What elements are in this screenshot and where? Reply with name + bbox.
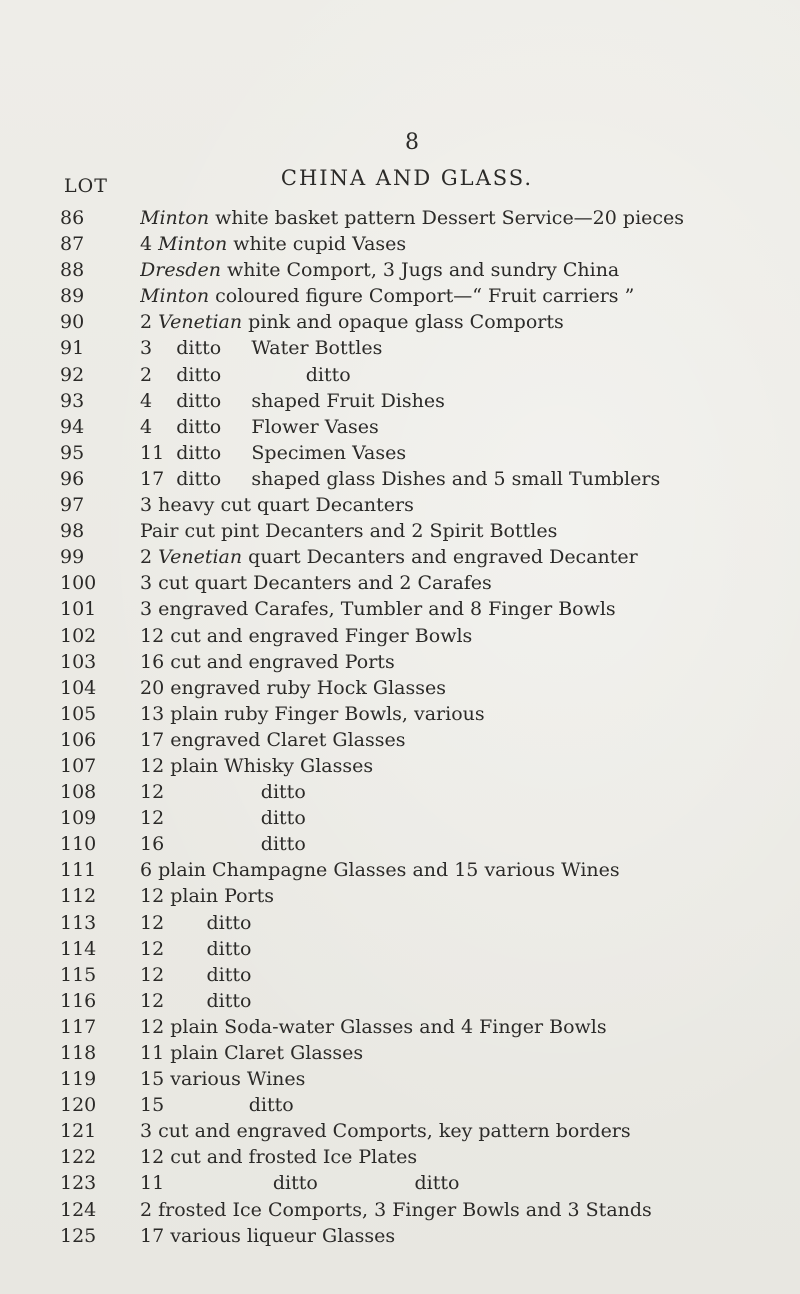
- lot-number: 115: [60, 963, 97, 986]
- lot-description: [140, 309, 760, 335]
- lot-row: [60, 1223, 760, 1249]
- lot-description: [140, 1118, 760, 1144]
- lot-description: [140, 649, 760, 675]
- lot-row: [60, 1118, 760, 1144]
- lot-description: [140, 988, 760, 1014]
- description-text: 6 plain Champagne Glasses and 15 various Wines: [140, 859, 620, 882]
- lot-row: [60, 1066, 760, 1092]
- description-text: 3 heavy cut quart Decanters: [140, 494, 414, 517]
- page-number: 8: [405, 130, 419, 155]
- description-text: 12 ditto: [140, 911, 252, 934]
- lot-description: [140, 1040, 760, 1066]
- lot-number: 90: [60, 311, 85, 334]
- maker-name: Venetian: [158, 546, 243, 569]
- lot-number: 101: [60, 598, 97, 621]
- lot-number: 103: [60, 650, 97, 673]
- lot-description: [140, 701, 760, 727]
- lot-number: 92: [60, 363, 85, 386]
- lot-description: [140, 910, 760, 936]
- description-text: 17 engraved Claret Glasses: [140, 728, 406, 751]
- description-text: Pair cut pint Decanters and 2 Spirit Bottles: [140, 520, 558, 543]
- lot-description: [140, 205, 760, 231]
- lot-row: [60, 910, 760, 936]
- lot-description: [140, 466, 760, 492]
- description-text: 4: [140, 233, 159, 256]
- description-text: white Comport, 3 Jugs and sundry China: [220, 259, 620, 282]
- lot-number: 98: [60, 520, 85, 543]
- lot-column-header: LOT: [64, 175, 108, 197]
- lot-number: 123: [60, 1172, 97, 1195]
- lot-row: [60, 440, 760, 466]
- maker-name: Minton: [140, 285, 210, 308]
- lot-number: 111: [60, 859, 97, 882]
- lot-description: [140, 962, 760, 988]
- description-text: coloured figure Comport—“ Fruit carriers ”: [209, 285, 635, 308]
- description-text: 20 engraved ruby Hock Glasses: [140, 676, 446, 699]
- lot-description: [140, 1092, 760, 1118]
- lot-number: 113: [60, 911, 97, 934]
- description-text: 11 plain Claret Glasses: [140, 1042, 364, 1064]
- lot-number: 109: [60, 807, 97, 830]
- lot-number: 100: [60, 572, 97, 595]
- lot-number: 108: [60, 781, 97, 804]
- lot-number: 116: [60, 989, 97, 1012]
- lot-row: [60, 727, 760, 753]
- lot-description: [140, 779, 760, 805]
- description-text: white basket pattern Dessert Service—20 pieces: [209, 207, 685, 229]
- maker-name: Minton: [158, 233, 228, 256]
- lot-row: [60, 857, 760, 883]
- lot-row: [60, 649, 760, 675]
- description-text: 2: [140, 311, 159, 334]
- lot-row: [60, 883, 760, 909]
- lot-description: [140, 440, 760, 466]
- lot-row: [60, 492, 760, 518]
- description-text: 16 ditto: [140, 833, 306, 856]
- lot-number: 110: [60, 833, 97, 856]
- description-text: 12 ditto: [140, 989, 252, 1012]
- lot-row: [60, 805, 760, 831]
- lot-description: [140, 231, 760, 257]
- lot-number: 87: [60, 233, 85, 256]
- section-title: CHINA AND GLASS.: [280, 166, 534, 190]
- lot-number: 91: [60, 337, 85, 360]
- lot-row: [60, 335, 760, 361]
- description-text: 12 ditto: [140, 807, 306, 830]
- description-text: 15 ditto: [140, 1094, 294, 1117]
- lot-number: 96: [60, 467, 85, 490]
- lot-row: [60, 675, 760, 701]
- description-text: 12 cut and engraved Finger Bowls: [140, 624, 473, 647]
- lot-description: [140, 1197, 760, 1223]
- lot-description: [140, 596, 760, 622]
- description-text: 17 various liqueur Glasses: [140, 1224, 396, 1247]
- lot-number: 124: [60, 1198, 97, 1221]
- lot-row: [60, 257, 760, 283]
- lot-description: [140, 414, 760, 440]
- lot-number: 114: [60, 937, 97, 960]
- lot-description: [140, 283, 760, 309]
- lot-description: [140, 623, 760, 649]
- lot-row: [60, 1092, 760, 1118]
- lot-description: [140, 675, 760, 701]
- lot-row: [60, 753, 760, 779]
- description-text: 3 cut quart Decanters and 2 Carafes: [140, 572, 492, 595]
- lot-number: 86: [60, 207, 85, 229]
- lot-description: [140, 335, 760, 361]
- lot-list: [60, 205, 760, 1249]
- description-text: 2: [140, 546, 159, 569]
- lot-number: 89: [60, 285, 85, 308]
- lot-row: [60, 1170, 760, 1196]
- lot-number: 119: [60, 1068, 97, 1091]
- lot-description: [140, 1223, 760, 1249]
- lot-description: [140, 388, 760, 414]
- description-text: 12 ditto: [140, 937, 252, 960]
- description-text: 11 ditto Specimen Vases: [140, 441, 407, 464]
- lot-number: 106: [60, 728, 97, 751]
- description-text: 12 ditto: [140, 781, 306, 804]
- lot-row: [60, 1014, 760, 1040]
- lot-description: [140, 936, 760, 962]
- lot-row: [60, 936, 760, 962]
- lot-row: [60, 362, 760, 388]
- description-text: 2 frosted Ice Comports, 3 Finger Bowls and 3 Stands: [140, 1198, 652, 1221]
- lot-description: [140, 1144, 760, 1170]
- description-text: 3 ditto Water Bottles: [140, 337, 383, 360]
- lot-row: [60, 518, 760, 544]
- lot-row: [60, 988, 760, 1014]
- lot-number: 94: [60, 415, 85, 438]
- lot-row: [60, 205, 760, 231]
- lot-number: 125: [60, 1224, 97, 1247]
- description-text: 17 ditto shaped glass Dishes and 5 small Tumblers: [140, 467, 661, 490]
- description-text: 12 plain Soda-water Glasses and 4 Finger Bowls: [140, 1015, 607, 1038]
- lot-number: 105: [60, 702, 97, 725]
- lot-number: 112: [60, 885, 97, 908]
- description-text: 12 plain Ports: [140, 885, 275, 908]
- lot-row: [60, 701, 760, 727]
- maker-name: Venetian: [158, 311, 243, 334]
- lot-description: [140, 570, 760, 596]
- description-text: 3 engraved Carafes, Tumbler and 8 Finger Bowls: [140, 598, 616, 621]
- lot-row: [60, 388, 760, 414]
- lot-number: 118: [60, 1042, 97, 1064]
- lot-description: [140, 727, 760, 753]
- lot-number: 107: [60, 754, 97, 777]
- lot-number: 88: [60, 259, 85, 282]
- lot-description: [140, 857, 760, 883]
- lot-row: [60, 1040, 760, 1066]
- lot-description: [140, 883, 760, 909]
- description-text: white cupid Vases: [227, 233, 407, 256]
- lot-row: [60, 1144, 760, 1170]
- lot-number: 121: [60, 1120, 97, 1143]
- lot-description: [140, 1170, 760, 1196]
- lot-number: 102: [60, 624, 97, 647]
- description-text: pink and opaque glass Comports: [242, 311, 564, 334]
- description-text: 3 cut and engraved Comports, key pattern borders: [140, 1120, 631, 1143]
- lot-description: [140, 1066, 760, 1092]
- lot-row: [60, 414, 760, 440]
- lot-row: [60, 283, 760, 309]
- description-text: quart Decanters and engraved Decanter: [242, 546, 638, 569]
- lot-number: 122: [60, 1146, 97, 1169]
- lot-row: [60, 231, 760, 257]
- lot-description: [140, 805, 760, 831]
- lot-description: [140, 831, 760, 857]
- lot-row: [60, 831, 760, 857]
- lot-description: [140, 492, 760, 518]
- lot-description: [140, 362, 760, 388]
- lot-number: 99: [60, 546, 85, 569]
- lot-row: [60, 544, 760, 570]
- lot-description: [140, 1014, 760, 1040]
- lot-number: 93: [60, 389, 85, 412]
- description-text: 12 cut and frosted Ice Plates: [140, 1146, 418, 1169]
- maker-name: Dresden: [140, 259, 221, 282]
- lot-row: [60, 570, 760, 596]
- lot-row: [60, 309, 760, 335]
- lot-description: [140, 518, 760, 544]
- lot-description: [140, 753, 760, 779]
- lot-number: 104: [60, 676, 97, 699]
- description-text: 12 plain Whisky Glasses: [140, 754, 374, 777]
- lot-row: [60, 596, 760, 622]
- lot-number: 120: [60, 1094, 97, 1117]
- lot-row: [60, 1197, 760, 1223]
- lot-row: [60, 623, 760, 649]
- description-text: 11 ditto ditto: [140, 1172, 460, 1195]
- description-text: 12 ditto: [140, 963, 252, 986]
- lot-row: [60, 962, 760, 988]
- lot-number: 97: [60, 494, 85, 517]
- description-text: 4 ditto shaped Fruit Dishes: [140, 389, 445, 412]
- description-text: 4 ditto Flower Vases: [140, 415, 379, 438]
- description-text: 2 ditto ditto: [140, 363, 351, 386]
- lot-description: [140, 257, 760, 283]
- lot-row: [60, 779, 760, 805]
- maker-name: Minton: [140, 207, 210, 229]
- description-text: 13 plain ruby Finger Bowls, various: [140, 702, 485, 725]
- description-text: 15 various Wines: [140, 1068, 306, 1091]
- lot-row: [60, 466, 760, 492]
- description-text: 16 cut and engraved Ports: [140, 650, 395, 673]
- lot-number: 117: [60, 1015, 97, 1038]
- lot-description: [140, 544, 760, 570]
- lot-number: 95: [60, 441, 85, 464]
